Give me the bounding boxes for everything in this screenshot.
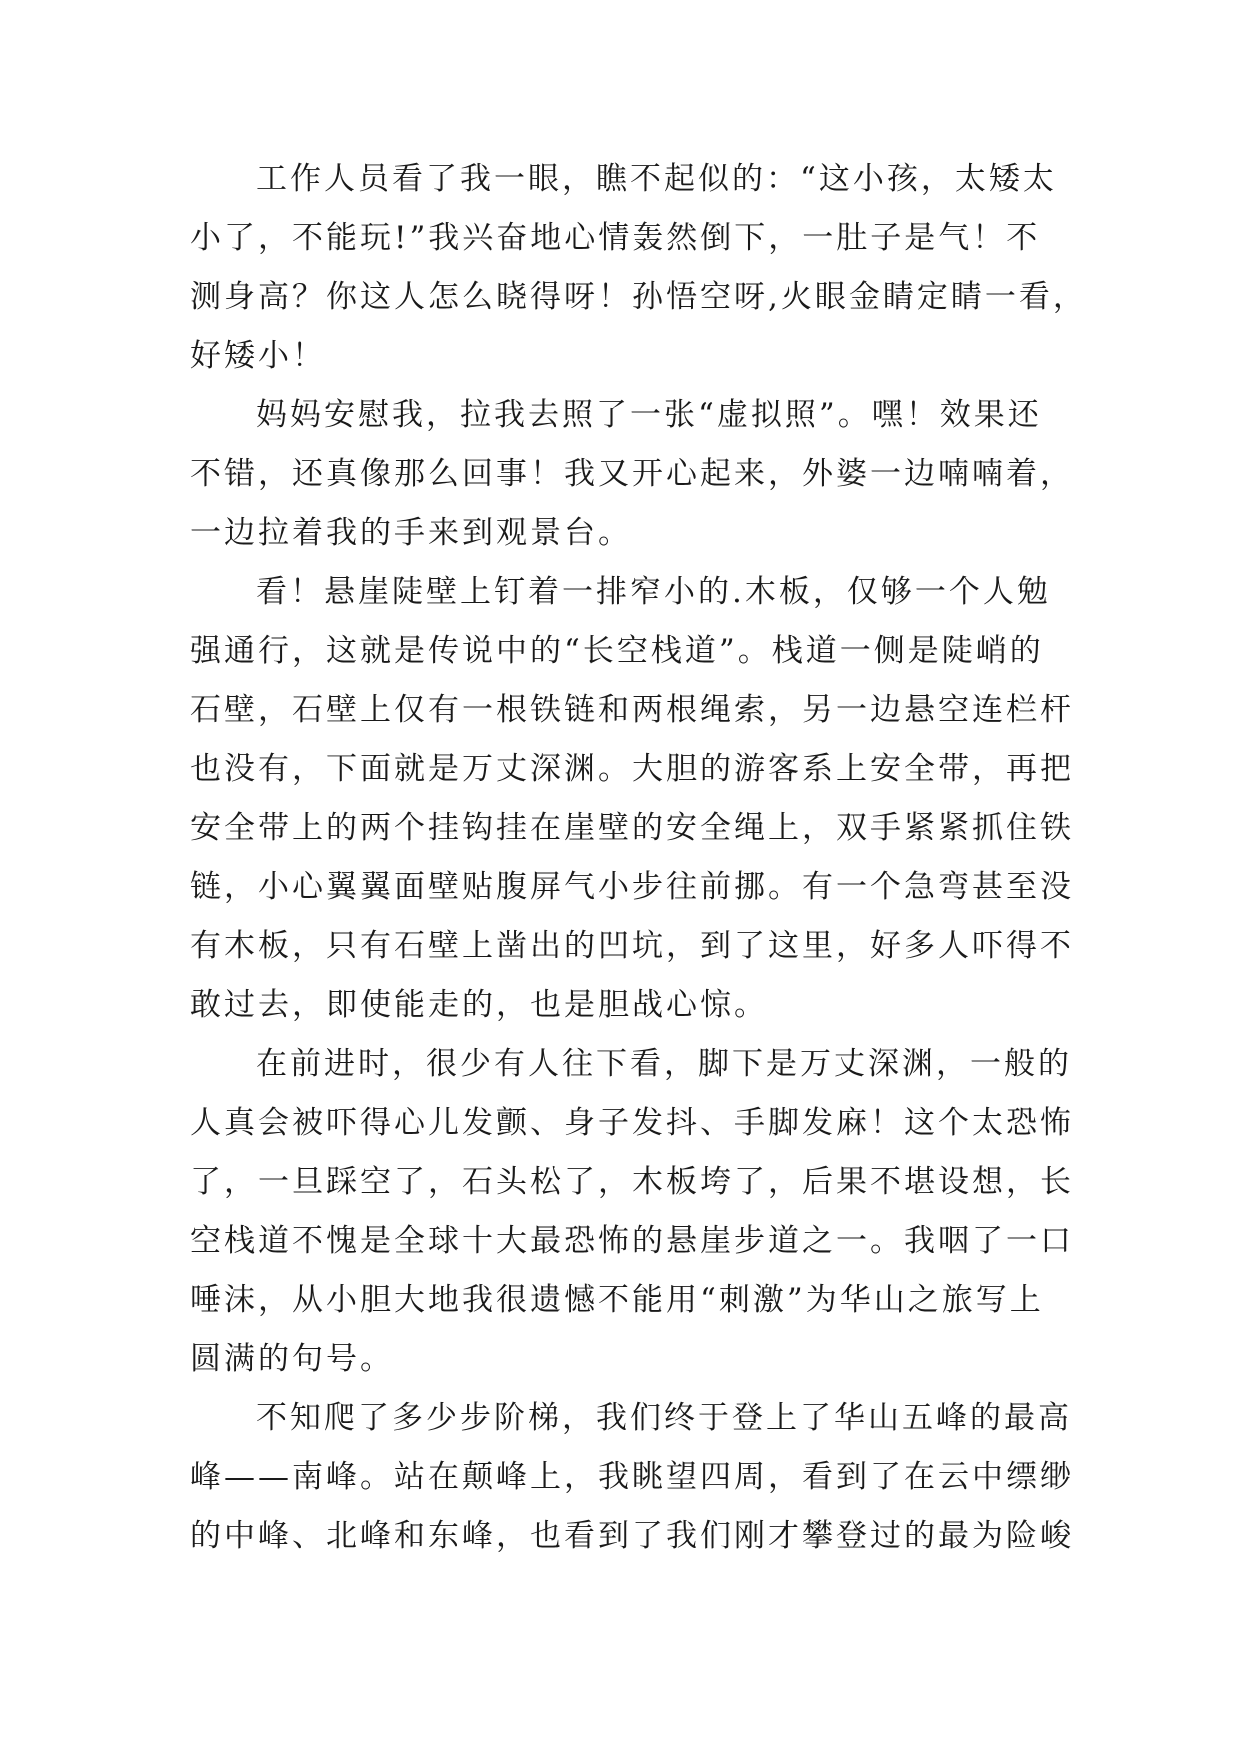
text-line: 工作人员看了我一眼，瞧不起似的：“这小孩，太矮太	[256, 161, 1057, 197]
text-line: 安全带上的两个挂钩挂在崖壁的安全绳上，双手紧紧抓住铁	[190, 810, 1074, 846]
text-line: 强通行，这就是传说中的“长空栈道”。栈道一侧是陡峭的	[190, 633, 1044, 669]
text-line: 也没有，下面就是万丈深渊。大胆的游客系上安全带，再把	[190, 751, 1074, 787]
text-line: 唾沫，从小胆大地我很遗憾不能用“刺激”为华山之旅写上	[190, 1282, 1044, 1318]
text-line: 好矮小！	[190, 338, 326, 374]
text-line: 圆满的句号。	[190, 1341, 394, 1377]
text-line: 在前进时，很少有人往下看，脚下是万丈深渊，一般的	[256, 1046, 1072, 1082]
text-line: 峰——南峰。站在颠峰上，我眺望四周，看到了在云中缥缈	[190, 1459, 1074, 1495]
text-line: 空栈道不愧是全球十大最恐怖的悬崖步道之一。我咽了一口	[190, 1223, 1074, 1259]
paragraph	[190, 386, 1074, 563]
text-line: 人真会被吓得心儿发颤、身子发抖、手脚发麻！这个太恐怖	[190, 1105, 1074, 1141]
text-line: 有木板，只有石壁上凿出的凹坑，到了这里，好多人吓得不	[190, 928, 1074, 964]
text-line: 小了，不能玩!”我兴奋地心情轰然倒下，一肚子是气！不	[190, 220, 1041, 256]
text-line: 妈妈安慰我，拉我去照了一张“虚拟照”。嘿！效果还	[256, 397, 1042, 433]
paragraph	[190, 1035, 1074, 1389]
text-line: 一边拉着我的手来到观景台。	[190, 515, 632, 551]
text-line: 的中峰、北峰和东峰，也看到了我们刚才攀登过的最为险峻	[190, 1518, 1074, 1554]
paragraph	[190, 150, 1087, 386]
document-body	[190, 150, 1087, 1566]
paragraph	[190, 1389, 1074, 1566]
text-line: 不错，还真像那么回事！我又开心起来，外婆一边喃喃着，	[190, 456, 1074, 492]
text-line: 链，小心翼翼面壁贴腹屏气小步往前挪。有一个急弯甚至没	[190, 869, 1074, 905]
paragraph	[190, 563, 1074, 1035]
text-line: 不知爬了多少步阶梯，我们终于登上了华山五峰的最高	[256, 1400, 1072, 1436]
text-line: 看！悬崖陡壁上钉着一排窄小的.木板，仅够一个人勉	[256, 574, 1051, 610]
text-line: 石壁，石壁上仅有一根铁链和两根绳索，另一边悬空连栏杆	[190, 692, 1074, 728]
text-line: 测身高？你这人怎么晓得呀！孙悟空呀,火眼金睛定睛一看，	[190, 279, 1087, 315]
text-line: 了，一旦踩空了，石头松了，木板垮了，后果不堪设想，长	[190, 1164, 1074, 1200]
text-line: 敢过去，即使能走的，也是胆战心惊。	[190, 987, 768, 1023]
